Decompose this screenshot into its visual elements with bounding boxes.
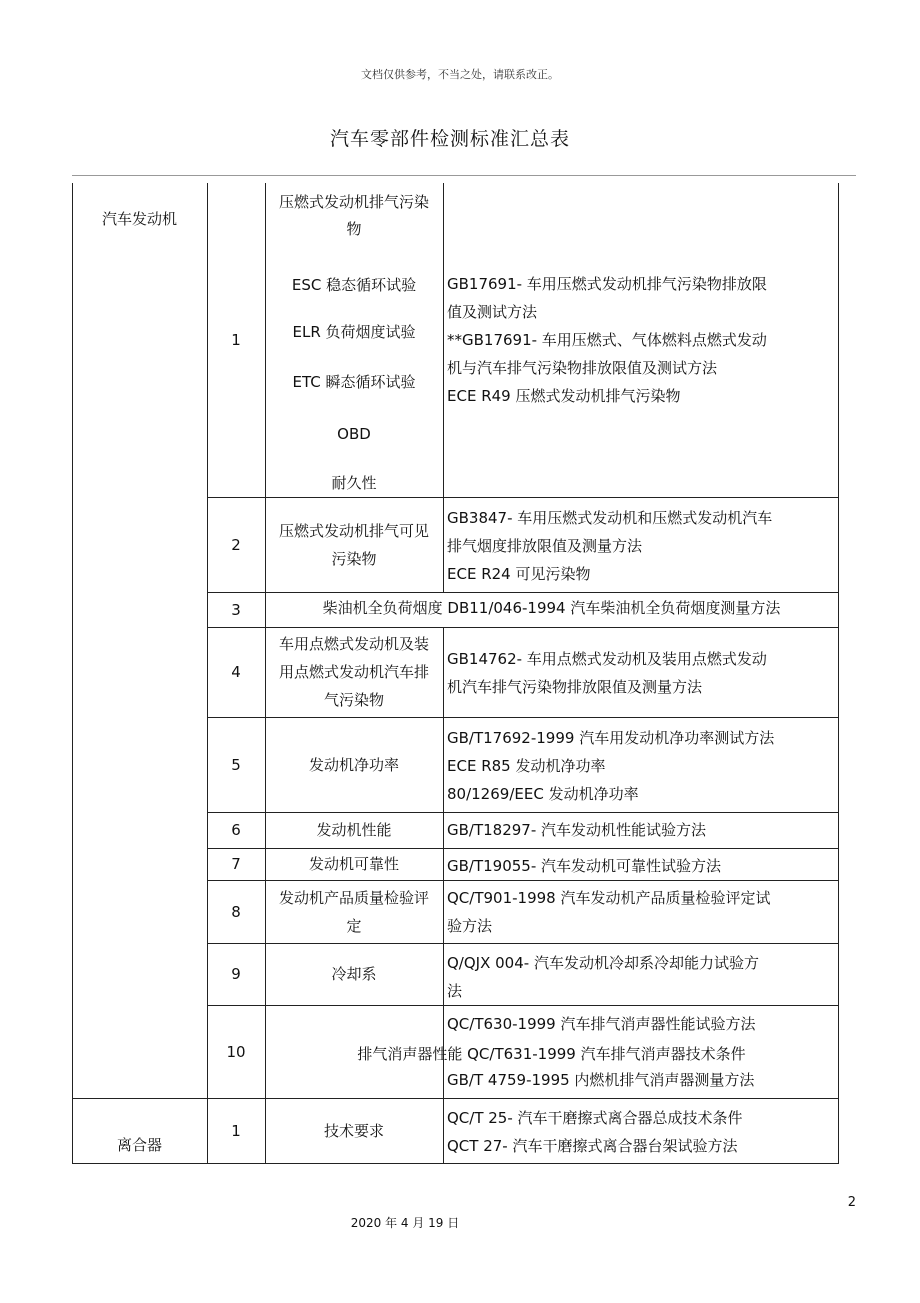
standard-line: 80/1269/EEC 发动机净功率 [447,785,639,803]
row-divider [207,497,839,498]
column-divider-standard [443,717,444,812]
test-item-line: 技术要求 [323,1122,384,1140]
standard-line: GB14762- 车用点燃式发动机及装用点燃式发动 [447,650,767,668]
test-item-line: 污染物 [331,550,377,568]
standard-line: QCT 27- 汽车干磨擦式离合器台架试验方法 [447,1137,738,1155]
standard-line: 机与汽车排气污染物排放限值及测试方法 [447,359,718,377]
standard-line: QC/T 25- 汽车干磨擦式离合器总成技术条件 [447,1109,743,1127]
row-divider [207,943,839,944]
column-divider-standard [443,812,444,848]
standard-line: QC/T630-1999 汽车排气消声器性能试验方法 [447,1015,756,1033]
test-item-line: 定 [346,917,362,935]
standard-line: Q/QJX 004- 汽车发动机冷却系冷却能力试验方 [447,954,759,972]
test-item-line: OBD [337,425,371,443]
standard-line: ECE R24 可见污染物 [447,565,591,583]
row-divider [207,627,839,628]
standard-line: GB/T18297- 汽车发动机性能试验方法 [447,821,707,839]
section-label: 汽车发动机 [101,210,177,228]
standard-line: ECE R49 压燃式发动机排气污染物 [447,387,681,405]
test-item-line: 耐久性 [331,474,377,492]
standard-line: 验方法 [447,917,493,935]
test-item-line: 冷却系 [331,965,377,983]
header-rule [72,175,856,176]
merged-row-text: 排气消声器性能 QC/T631-1999 汽车排气消声器技术条件 [357,1045,746,1063]
test-item-line: 发动机性能 [316,821,392,839]
footer-date: 2020 年 4 月 19 日 [350,1216,460,1230]
standard-line: GB17691- 车用压燃式发动机排气污染物排放限 [447,275,767,293]
standard-line: GB/T 4759-1995 内燃机排气消声器测量方法 [447,1071,755,1089]
row-number: 8 [231,903,241,921]
table-border-bottom [72,1163,839,1164]
row-divider [207,717,839,718]
column-divider-standard [443,848,444,880]
test-item-line: 用点燃式发动机汽车排 [278,663,429,681]
test-item-line: 车用点燃式发动机及装 [278,635,429,653]
standard-line: 值及测试方法 [447,303,538,321]
standard-line: QC/T901-1998 汽车发动机产品质量检验评定试 [447,889,771,907]
row-number: 6 [231,821,241,839]
column-divider-standard [443,497,444,592]
merged-row-text: 柴油机全负荷烟度 DB11/046-1994 汽车柴油机全负荷烟度测量方法 [322,599,781,617]
row-number: 7 [231,855,241,873]
test-item-line: 发动机净功率 [308,756,399,774]
table-border-right [838,183,839,1163]
test-item-line: 物 [346,220,362,238]
section-divider [72,1098,839,1099]
standard-line: GB/T17692-1999 汽车用发动机净功率测试方法 [447,729,775,747]
test-item-line: 发动机产品质量检验评 [278,889,429,907]
table-border-left [72,183,73,1163]
section-label: 离合器 [116,1136,162,1154]
page-number: 2 [847,1195,856,1210]
column-divider-standard [443,943,444,1005]
test-item-line: 气污染物 [323,691,384,709]
row-divider [207,592,839,593]
row-divider [207,880,839,881]
standard-line: ECE R85 发动机净功率 [447,757,606,775]
row-number: 3 [231,601,241,619]
test-item-line: ETC 瞬态循环试验 [292,373,416,391]
row-divider [207,812,839,813]
page-title: 汽车零部件检测标准汇总表 [329,128,570,150]
test-item-line: 发动机可靠性 [308,855,399,873]
test-item-line: ELR 负荷烟度试验 [292,323,416,341]
standard-line: **GB17691- 车用压燃式、气体燃料点燃式发动 [447,331,767,349]
row-number: 5 [231,756,241,774]
row-number: 4 [231,663,241,681]
standard-line: 机汽车排气污染物排放限值及测量方法 [447,678,703,696]
row-divider [207,1005,839,1006]
column-divider-standard [443,183,444,497]
row-number: 9 [231,965,241,983]
row-number: 10 [226,1043,246,1061]
test-item-line: 压燃式发动机排气可见 [278,522,429,540]
standard-line: 法 [447,982,463,1000]
standard-line: 排气烟度排放限值及测量方法 [447,537,643,555]
test-item-line: ESC 稳态循环试验 [291,276,417,294]
row-number: 2 [231,536,241,554]
column-divider-standard [443,627,444,717]
standard-line: GB/T19055- 汽车发动机可靠性试验方法 [447,857,722,875]
test-item-line: 压燃式发动机排气污染 [278,193,429,211]
row-number: 1 [231,1122,241,1140]
column-divider-standard [443,880,444,943]
row-divider [207,848,839,849]
column-divider-standard [443,1098,444,1163]
standard-line: GB3847- 车用压燃式发动机和压燃式发动机汽车 [447,509,773,527]
disclaimer-notice: 文档仅供参考，不当之处，请联系改正。 [361,68,559,81]
row-number: 1 [231,331,241,349]
